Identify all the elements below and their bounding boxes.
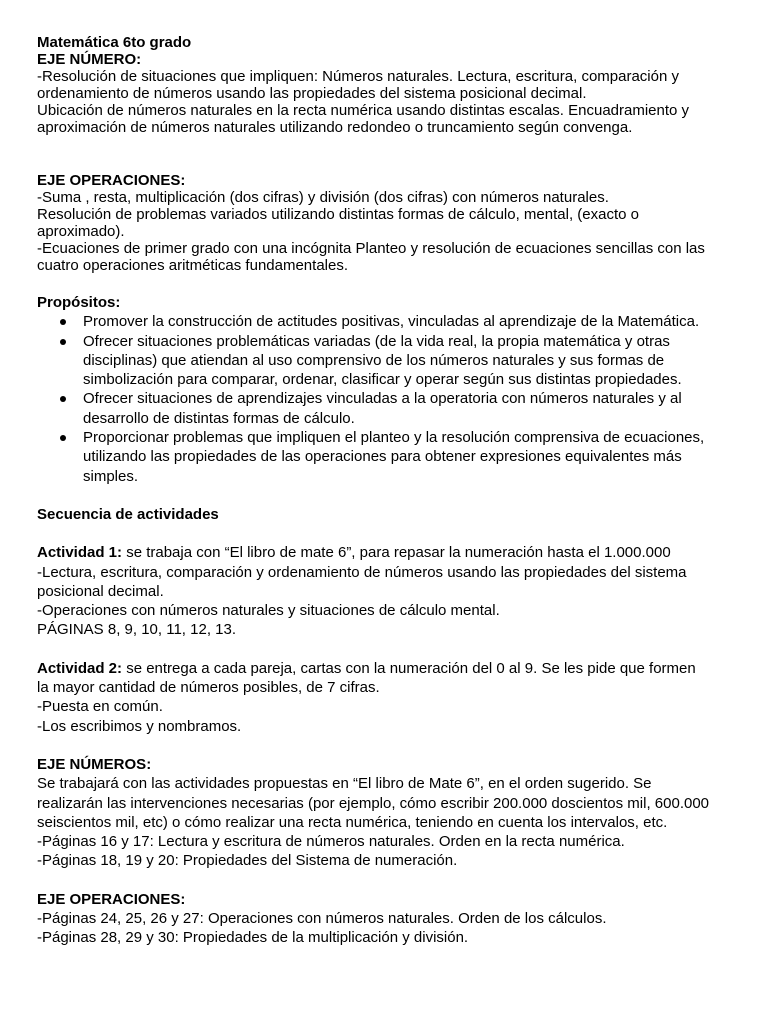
text-line: realizarán las intervenciones necesarias (por ejemplo, cómo escribir 200.000 doscientos mil, 600.000 bbox=[37, 794, 710, 812]
text-line: -Ecuaciones de primer grado con una incógnita Planteo y resolución de ecuaciones sencillas con las bbox=[37, 240, 705, 257]
text-line: -Resolución de situaciones que impliquen: Números naturales. Lectura, escritura, comparación y bbox=[37, 68, 679, 85]
document-page bbox=[37, 34, 737, 948]
propositos-heading: Propósitos: bbox=[37, 294, 121, 311]
bullet-icon bbox=[60, 339, 66, 345]
secuencia-heading: Secuencia de actividades bbox=[37, 505, 219, 523]
text-line: -Operaciones con números naturales y situaciones de cálculo mental. bbox=[37, 602, 500, 620]
bullet-icon bbox=[60, 435, 66, 441]
list-item: Promover la construcción de actitudes positivas, vinculadas al aprendizaje de la Matemática. bbox=[37, 312, 737, 331]
text-line: -Puesta en común. bbox=[37, 698, 163, 716]
text-line: ordenamiento de números usando las propiedades del sistema posicional decimal. bbox=[37, 85, 587, 102]
text-line: -Páginas 16 y 17: Lectura y escritura de números naturales. Orden en la recta numérica. bbox=[37, 833, 625, 851]
actividad2-label: Actividad 2: bbox=[37, 659, 123, 677]
text-line: -Páginas 24, 25, 26 y 27: Operaciones con números naturales. Orden de los cálculos. bbox=[37, 910, 607, 928]
actividad1-first-line: Actividad 1: se trabaja con “El libro de mate 6”, para repasar la numeración hasta el 1.000.000 bbox=[37, 544, 671, 562]
text-line: posicional decimal. bbox=[37, 582, 164, 600]
text-line: -Suma , resta, multiplicación (dos cifras) y división (dos cifras) con números naturales. bbox=[37, 189, 609, 206]
text-line: Se trabajará con las actividades propuestas en “El libro de Mate 6”, en el orden sugerido. Se bbox=[37, 775, 652, 793]
list-item: Proporcionar problemas que impliquen el planteo y la resolución comprensiva de ecuaciones, utilizando las propiedades de las operaciones para obtener expresiones equivalentes más simples. bbox=[37, 428, 737, 486]
header-section bbox=[37, 34, 737, 274]
eje-numero-heading: EJE NÚMERO: bbox=[37, 51, 142, 68]
eje-numeros-heading: EJE NÚMEROS: bbox=[37, 755, 152, 773]
bullet-icon bbox=[60, 396, 66, 402]
eje-operaciones2-heading: EJE OPERACIONES: bbox=[37, 890, 186, 908]
actividad2-first-line: Actividad 2: se entrega a cada pareja, cartas con la numeración del 0 al 9. Se les pide que formen bbox=[37, 659, 696, 677]
text-line: seiscientos mil, etc) o cómo realizar una recta numérica, teniendo en cuenta los intervalos, etc. bbox=[37, 813, 668, 831]
text-line: cuatro operaciones aritméticas fundamentales. bbox=[37, 257, 349, 274]
text-line: -Páginas 28, 29 y 30: Propiedades de la multiplicación y división. bbox=[37, 929, 469, 947]
text-line: aproximación de números naturales utilizando redondeo o truncamiento según convenga. bbox=[37, 119, 633, 136]
eje-operaciones-heading: EJE OPERACIONES: bbox=[37, 172, 186, 189]
actividad1-label: Actividad 1: bbox=[37, 544, 123, 562]
text-line: -Páginas 18, 19 y 20: Propiedades del Sistema de numeración. bbox=[37, 852, 458, 870]
propositos-list bbox=[37, 312, 737, 486]
text-line: -Los escribimos y nombramos. bbox=[37, 717, 242, 735]
text-line: Resolución de problemas variados utilizando distintas formas de cálculo, mental, (exacto o bbox=[37, 206, 639, 223]
text-line: PÁGINAS 8, 9, 10, 11, 12, 13. bbox=[37, 621, 237, 639]
list-item: Ofrecer situaciones de aprendizajes vinculadas a la operatoria con números naturales y al desarrollo de distintas formas de cálculo. bbox=[37, 389, 737, 428]
propositos-section bbox=[37, 293, 737, 948]
document-title: Matemática 6to grado bbox=[37, 34, 192, 51]
text-line: la mayor cantidad de números posibles, de 7 cifras. bbox=[37, 679, 380, 697]
bullet-icon bbox=[60, 319, 66, 325]
text-line: aproximado). bbox=[37, 223, 125, 240]
text-line: Ubicación de números naturales en la recta numérica usando distintas escalas. Encuadramiento y bbox=[37, 102, 690, 119]
text-line: -Lectura, escritura, comparación y ordenamiento de números usando las propiedades del sistema bbox=[37, 563, 687, 581]
list-item: Ofrecer situaciones problemáticas variadas (de la vida real, la propia matemática y otras disciplinas) que atiendan al uso comprensivo de los números naturales y sus formas de simbolización para comparar, ordenar, clasificar y operar según sus distintas propiedades. bbox=[37, 332, 737, 390]
